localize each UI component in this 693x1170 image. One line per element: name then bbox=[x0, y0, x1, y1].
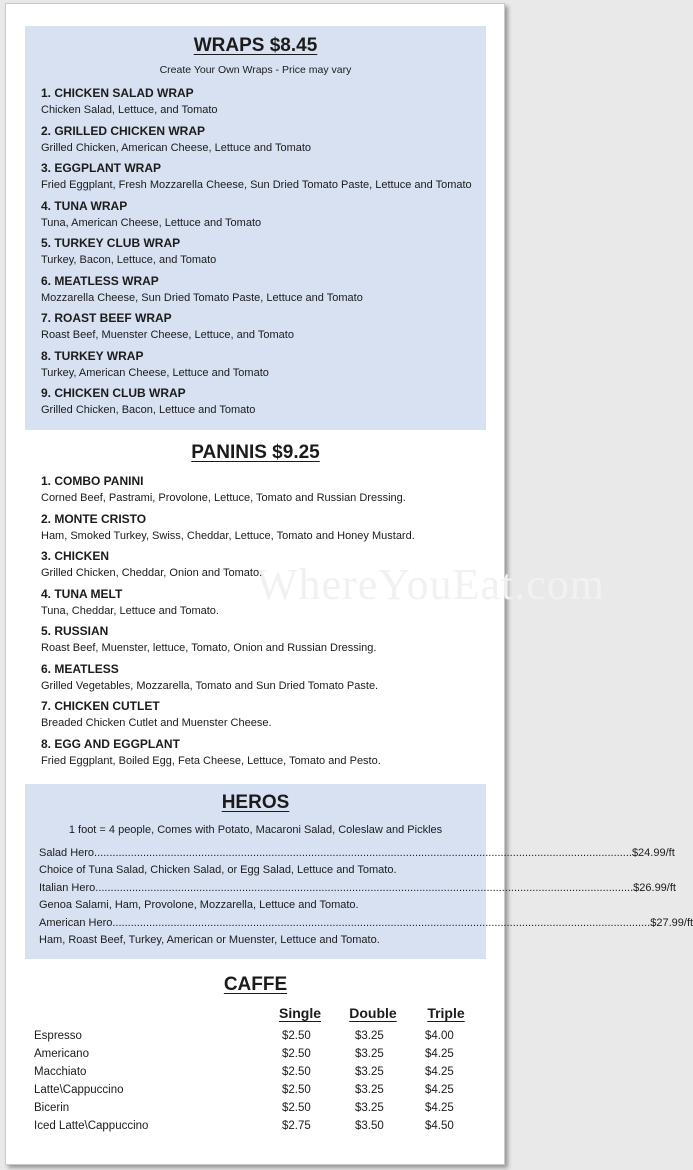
price-double: $3.50 bbox=[355, 1120, 384, 1132]
list-item bbox=[41, 473, 415, 511]
item-name: 7. ROAST BEEF WRAP bbox=[41, 311, 172, 325]
item-description: Roast Beef, Muenster, lettuce, Tomato, Onion and Russian Dressing. bbox=[41, 642, 377, 654]
hero-row bbox=[39, 882, 676, 894]
hero-row bbox=[39, 847, 675, 859]
item-name: 4. TUNA MELT bbox=[41, 586, 123, 601]
item-description: Turkey, American Cheese, Lettuce and Tomato bbox=[41, 366, 269, 379]
list-item bbox=[41, 235, 472, 273]
heros-section bbox=[25, 784, 693, 959]
item-name: 3. CHICKEN bbox=[41, 549, 110, 563]
list-item bbox=[41, 736, 415, 774]
price-triple: $4.25 bbox=[425, 1102, 454, 1114]
drink-name: Espresso bbox=[34, 1030, 82, 1042]
item-name: 6. MEATLESS bbox=[41, 661, 119, 676]
list-item bbox=[41, 273, 472, 311]
price-single: $2.50 bbox=[282, 1048, 311, 1060]
drink-name: Latte\Cappuccino bbox=[34, 1084, 124, 1096]
item-description: Grilled Vegetables, Mozzarella, Tomato and Sun Dried Tomato Paste. bbox=[41, 679, 379, 692]
hero-price: $27.99/ft bbox=[650, 917, 693, 929]
paninis-title: PANINIS $9.25 bbox=[191, 442, 320, 463]
drink-name: Iced Latte\Cappuccino bbox=[34, 1120, 149, 1132]
paninis-list bbox=[41, 473, 415, 773]
hero-price: $26.99/ft bbox=[633, 882, 676, 894]
item-name: 8. TURKEY WRAP bbox=[41, 348, 144, 363]
item-description: Fried Eggplant, Boiled Egg, Feta Cheese, Lettuce, Tomato and Pesto. bbox=[41, 754, 381, 767]
drink-name: Macchiato bbox=[34, 1066, 87, 1078]
price-triple: $4.25 bbox=[425, 1066, 454, 1078]
column-header-double: Double bbox=[349, 1005, 397, 1021]
hero-description: Genoa Salami, Ham, Provolone, Mozzarella, Lettuce and Tomato. bbox=[39, 899, 359, 911]
price-triple: $4.25 bbox=[425, 1084, 454, 1096]
wraps-section bbox=[25, 26, 486, 430]
menu-page bbox=[5, 3, 693, 1165]
price-single: $2.75 bbox=[282, 1120, 311, 1132]
caffe-title: CAFFE bbox=[223, 974, 288, 995]
list-item bbox=[41, 85, 472, 123]
hero-description: Choice of Tuna Salad, Chicken Salad, or Egg Salad, Lettuce and Tomato. bbox=[39, 864, 397, 876]
list-item bbox=[41, 511, 415, 549]
list-item bbox=[41, 586, 415, 624]
item-name: 8. EGG AND EGGPLANT bbox=[41, 736, 180, 751]
hero-price: $24.99/ft bbox=[631, 847, 675, 859]
heros-subtitle: 1 foot = 4 people, Comes with Potato, Macaroni Salad, Coleslaw and Pickles bbox=[68, 824, 443, 836]
price-triple: $4.25 bbox=[425, 1048, 454, 1060]
price-double: $3.25 bbox=[355, 1048, 384, 1060]
dot-leader bbox=[95, 882, 633, 894]
list-item bbox=[41, 310, 472, 348]
item-name: 2. MONTE CRISTO bbox=[41, 511, 147, 526]
item-name: 1. COMBO PANINI bbox=[41, 474, 144, 488]
hero-name: American Hero bbox=[39, 917, 113, 929]
drink-name: Americano bbox=[34, 1048, 89, 1060]
column-header-single: Single bbox=[278, 1005, 321, 1021]
dot-leader bbox=[94, 847, 632, 859]
item-description: Chicken Salad, Lettuce, and Tomato bbox=[41, 104, 218, 116]
paninis-section bbox=[25, 440, 486, 770]
item-name: 3. EGGPLANT WRAP bbox=[41, 161, 162, 175]
price-single: $2.50 bbox=[282, 1084, 311, 1096]
item-description: Roast Beef, Muenster Cheese, Lettuce, and Tomato bbox=[41, 329, 294, 341]
wraps-subtitle: Create Your Own Wraps - Price may vary bbox=[159, 64, 352, 76]
list-item bbox=[41, 348, 472, 386]
item-description: Tuna, Cheddar, Lettuce and Tomato. bbox=[41, 604, 219, 617]
item-description: Breaded Chicken Cutlet and Muenster Cheese. bbox=[41, 717, 272, 729]
price-single: $2.50 bbox=[282, 1102, 311, 1114]
item-description: Ham, Smoked Turkey, Swiss, Cheddar, Lettuce, Tomato and Honey Mustard. bbox=[41, 529, 415, 542]
price-single: $2.50 bbox=[282, 1066, 311, 1078]
list-item bbox=[41, 123, 472, 161]
item-description: Corned Beef, Pastrami, Provolone, Lettuce, Tomato and Russian Dressing. bbox=[41, 492, 406, 504]
item-name: 7. CHICKEN CUTLET bbox=[41, 699, 160, 713]
price-double: $3.25 bbox=[355, 1066, 384, 1078]
heros-title: HEROS bbox=[221, 792, 290, 813]
item-name: 4. TUNA WRAP bbox=[41, 198, 128, 213]
list-item bbox=[41, 385, 472, 423]
column-header-triple: Triple bbox=[427, 1005, 465, 1021]
price-triple: $4.50 bbox=[425, 1120, 454, 1132]
hero-row bbox=[39, 917, 693, 929]
dot-leader bbox=[112, 917, 650, 929]
list-item bbox=[41, 623, 415, 661]
wraps-list bbox=[41, 85, 472, 423]
item-name: 1. CHICKEN SALAD WRAP bbox=[41, 86, 194, 100]
list-item bbox=[41, 661, 415, 699]
price-single: $2.50 bbox=[282, 1030, 311, 1042]
item-name: 2. GRILLED CHICKEN WRAP bbox=[41, 123, 206, 138]
hero-name: Italian Hero bbox=[39, 882, 96, 894]
list-item bbox=[41, 160, 472, 198]
item-description: Tuna, American Cheese, Lettuce and Tomato bbox=[41, 216, 262, 229]
watermark: WhereYouEat.com bbox=[256, 560, 605, 609]
item-description: Turkey, Bacon, Lettuce, and Tomato bbox=[41, 254, 217, 266]
item-description: Grilled Chicken, Cheddar, Onion and Tomato. bbox=[41, 567, 263, 579]
price-double: $3.25 bbox=[355, 1084, 384, 1096]
hero-description: Ham, Roast Beef, Turkey, American or Muenster, Lettuce and Tomato. bbox=[39, 934, 380, 946]
item-name: 9. CHICKEN CLUB WRAP bbox=[41, 386, 186, 400]
hero-name: Salad Hero bbox=[39, 847, 95, 859]
item-description: Mozzarella Cheese, Sun Dried Tomato Paste, Lettuce and Tomato bbox=[41, 291, 363, 304]
list-item bbox=[41, 698, 415, 736]
item-description: Fried Eggplant, Fresh Mozzarella Cheese, Sun Dried Tomato Paste, Lettuce and Tomato bbox=[41, 179, 472, 191]
list-item bbox=[41, 548, 415, 586]
wraps-title: WRAPS $8.45 bbox=[193, 35, 318, 56]
price-double: $3.25 bbox=[355, 1102, 384, 1114]
drink-name: Bicerin bbox=[34, 1102, 70, 1114]
list-item bbox=[41, 198, 472, 236]
caffe-section bbox=[25, 970, 486, 1150]
price-triple: $4.00 bbox=[425, 1030, 454, 1042]
item-name: 5. TURKEY CLUB WRAP bbox=[41, 236, 181, 250]
item-name: 5. RUSSIAN bbox=[41, 624, 109, 638]
price-double: $3.25 bbox=[355, 1030, 384, 1042]
item-description: Grilled Chicken, Bacon, Lettuce and Tomato bbox=[41, 404, 256, 416]
item-name: 6. MEATLESS WRAP bbox=[41, 273, 159, 288]
item-description: Grilled Chicken, American Cheese, Lettuce and Tomato bbox=[41, 141, 312, 154]
